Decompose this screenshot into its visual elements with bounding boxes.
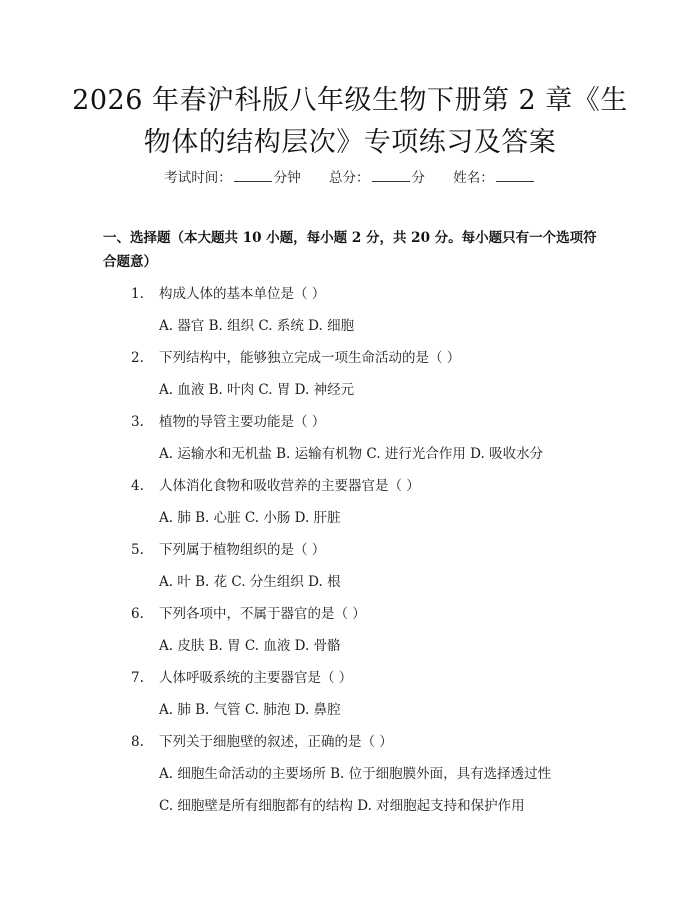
score-unit: 分 [411, 170, 425, 186]
question-number: 6. [131, 606, 144, 622]
question-options: A. 肺 B. 气管 C. 肺泡 D. 鼻腔 [159, 702, 341, 718]
question-text: 人体消化食物和吸收营养的主要器官是（ ） [159, 478, 420, 494]
question-number: 4. [131, 478, 144, 494]
question-text: 构成人体的基本单位是（ ） [159, 286, 326, 302]
name-blank[interactable] [496, 169, 534, 182]
title-line-1: 2026 年春沪科版八年级生物下册第 2 章《生 [72, 85, 628, 116]
question-stem [131, 666, 352, 686]
question-options: A. 运输水和无机盐 B. 运输有机物 C. 进行光合作用 D. 吸收水分 [159, 446, 544, 462]
title-line-2: 物体的结构层次》专项练习及答案 [143, 127, 557, 158]
question-number: 7. [131, 670, 144, 686]
question-stem [131, 538, 325, 558]
student-name-field [453, 166, 536, 186]
score-blank[interactable] [372, 169, 410, 182]
question-options: A. 血液 B. 叶肉 C. 胃 D. 神经元 [159, 382, 355, 398]
time-label: 考试时间： [164, 170, 232, 186]
question-number: 5. [131, 542, 144, 558]
question-options: A. 皮肤 B. 胃 C. 血液 D. 骨骼 [159, 638, 341, 654]
question-number: 8. [131, 734, 144, 750]
question-stem [131, 346, 460, 366]
question-text: 下列属于植物组织的是（ ） [159, 542, 326, 558]
total-score-field [329, 166, 425, 186]
question-stem [131, 602, 366, 622]
exam-time-field [164, 166, 301, 186]
time-unit: 分钟 [273, 170, 301, 186]
name-label: 姓名： [453, 170, 494, 186]
question-text: 下列结构中，能够独立完成一项生命活动的是（ ） [159, 350, 461, 366]
question-stem [131, 730, 393, 750]
question-number: 1. [131, 286, 144, 302]
question-stem [131, 282, 325, 302]
question-options: A. 肺 B. 心脏 C. 小肠 D. 肝脏 [159, 510, 341, 526]
question-stem [131, 474, 420, 494]
question-number: 3. [131, 414, 144, 430]
section-title: 一、选择题（本大题共 10 小题，每小题 2 分，共 20 分。每小题只有一个选项符合题意） [103, 230, 597, 270]
question-text: 植物的导管主要功能是（ ） [159, 414, 326, 430]
question-options: A. 叶 B. 花 C. 分生组织 D. 根 [159, 574, 341, 590]
score-label: 总分： [329, 170, 370, 186]
time-blank[interactable] [234, 169, 272, 182]
question-options: C. 细胞壁是所有细胞都有的结构 D. 对细胞起支持和保护作用 [159, 798, 525, 814]
question-text: 下列关于细胞壁的叙述，正确的是（ ） [159, 734, 393, 750]
question-text: 人体呼吸系统的主要器官是（ ） [159, 670, 353, 686]
document-title [60, 80, 640, 164]
question-number: 2. [131, 350, 144, 366]
exam-meta [0, 166, 700, 186]
question-options: A. 器官 B. 组织 C. 系统 D. 细胞 [159, 318, 355, 334]
question-options: A. 细胞生命活动的主要场所 B. 位于细胞膜外面，具有选择透过性 [159, 766, 552, 782]
question-text: 下列各项中，不属于器官的是（ ） [159, 606, 366, 622]
question-stem [131, 410, 325, 430]
